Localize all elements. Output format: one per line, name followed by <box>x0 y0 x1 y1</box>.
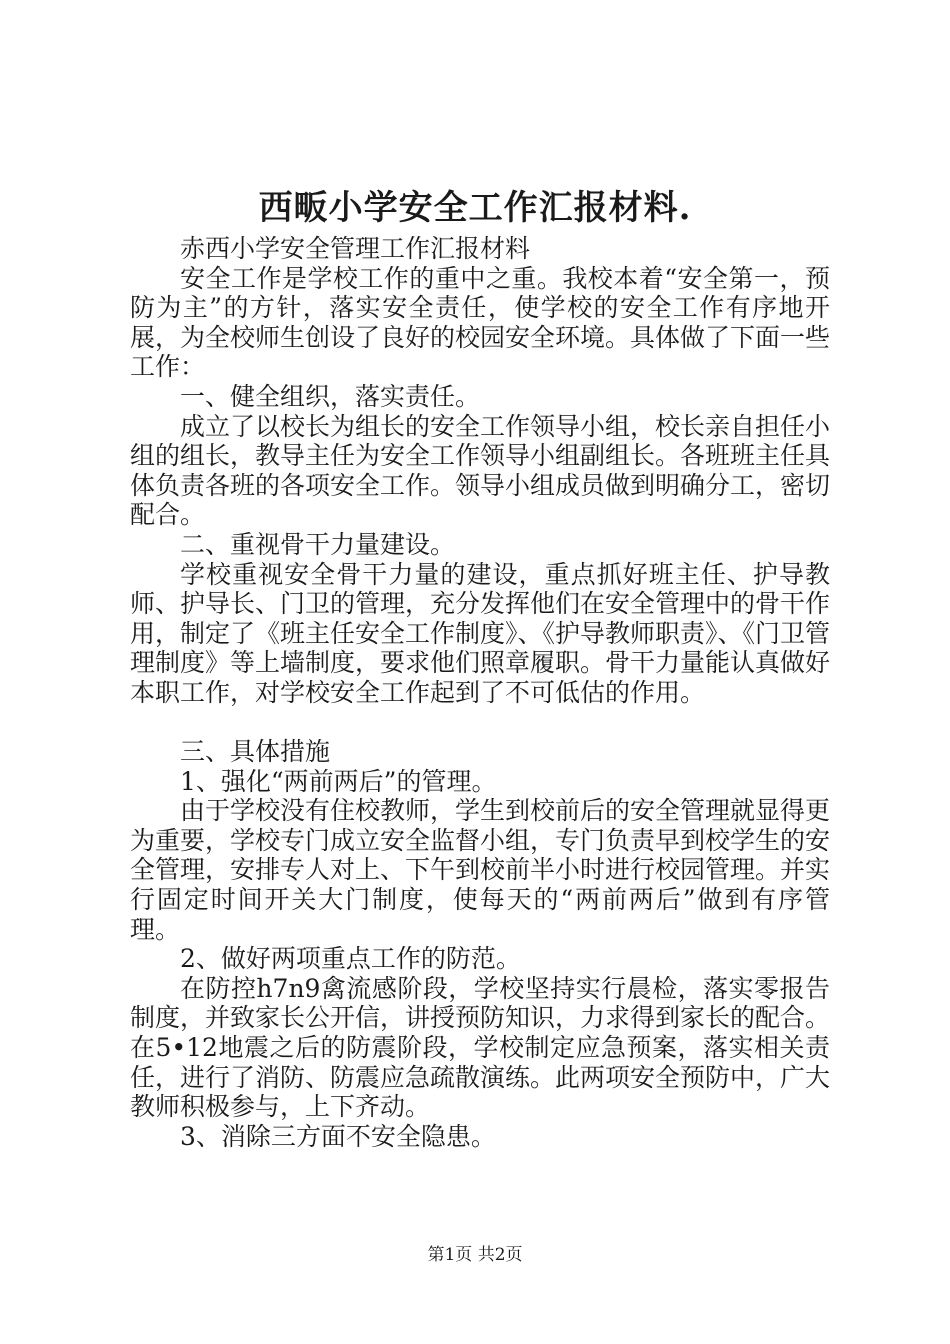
section-2-paragraph: 学校重视安全骨干力量的建设，重点抓好班主任、护导教师、护导长、门卫的管理，充分发挥他们在安全管理中的骨干作用，制定了《班主任安全工作制度》、《护导教师职责》、《门卫管理制度》等上墙制度，要求他们照章履职。骨干力量能认真做好本职工作，对学校安全工作起到了不可低估的作用。 <box>130 559 831 707</box>
intro-paragraph: 安全工作是学校工作的重中之重。我校本着“安全第一，预防为主”的方针，落实安全责任，使学校的安全工作有序地开展，为全校师生创设了良好的校园安全环境。具体做了下面一些工作： <box>130 263 831 382</box>
document-body <box>130 234 830 1151</box>
document-title: 西畈小学安全工作汇报材料. <box>258 188 692 228</box>
section-heading-2: 二、重视骨干力量建设。 <box>180 529 456 559</box>
paragraph-gap <box>130 708 830 738</box>
section-heading-1: 一、健全组织，落实责任。 <box>180 381 481 411</box>
subsection-heading-3: 3、消除三方面不安全隐患。 <box>180 1121 496 1151</box>
page-footer: 第1页 共2页 <box>427 1245 523 1265</box>
section-1-paragraph: 成立了以校长为组长的安全工作领导小组，校长亲自担任小组的组长，教导主任为安全工作领导小组副组长。各班班主任具体负责各班的各项安全工作。领导小组成员做到明确分工，密切配合。 <box>130 411 831 530</box>
subsection-heading-2: 2、做好两项重点工作的防范。 <box>180 944 521 974</box>
subtitle-paragraph: 赤西小学安全管理工作汇报材料 <box>180 234 531 263</box>
subsection-heading-1: 1、强化“两前两后”的管理。 <box>180 766 497 796</box>
section-heading-3: 三、具体措施 <box>180 737 331 767</box>
subsection-1-paragraph: 由于学校没有住校教师，学生到校前后的安全管理就显得更为重要，学校专门成立安全监督小组，专门负责早到校学生的安全管理，安排专人对上、下午到校前半小时进行校园管理。并实行固定时间开关大门制度，使每天的“两前两后”做到有序管理。 <box>130 796 831 944</box>
subsection-2-paragraph: 在防控h7n9禽流感阶段，学校坚持实行晨检，落实零报告制度，并致家长公开信，讲授预防知识，力求得到家长的配合。在5•12地震之后的防震阶段，学校制定应急预案，落实相关责任，进行了消防、防震应急疏散演练。此两项安全预防中，广大教师积极参与，上下齐动。 <box>130 973 831 1122</box>
